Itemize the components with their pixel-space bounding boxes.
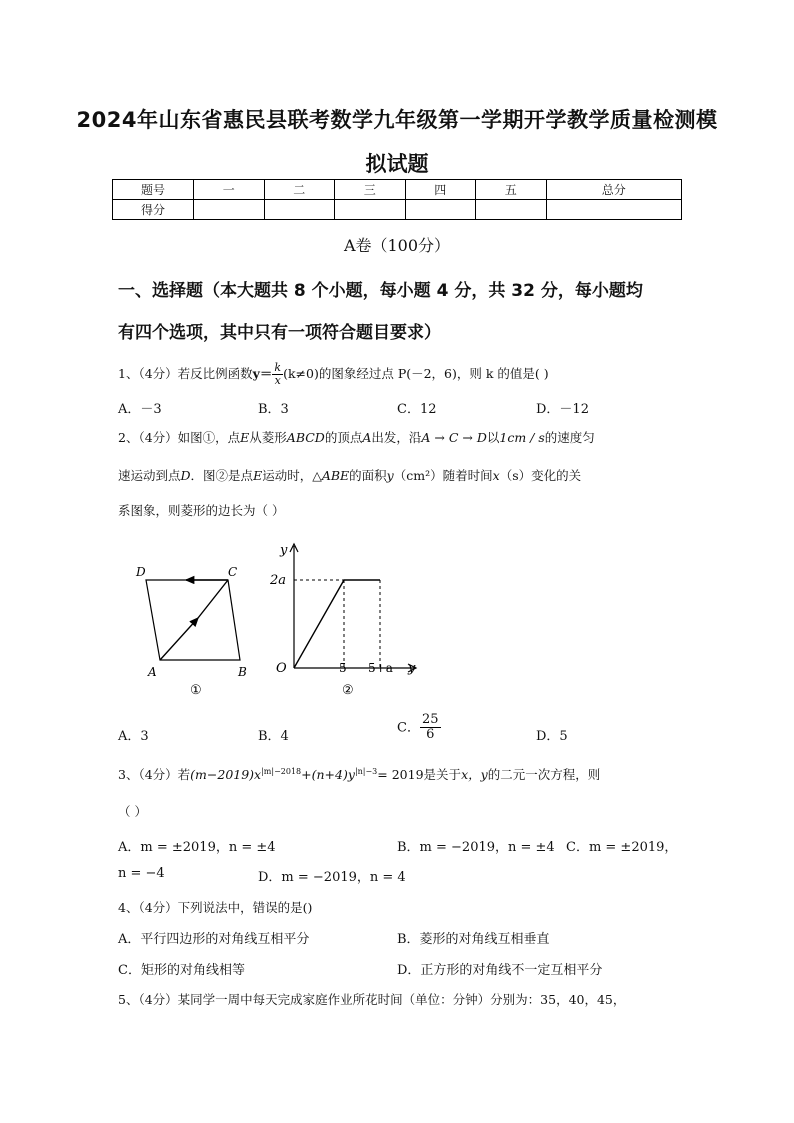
q2-var-e: E [240,430,250,445]
score-row-label: 得分 [113,200,194,220]
q2-option-d[interactable]: D．5 [536,729,568,744]
q3-option-b[interactable]: B．m = −2019，n = ±4 [397,840,555,855]
fraction-denominator: 6 [426,727,435,743]
q2-option-c-prefix: C． [397,720,420,736]
diagonal-ac [198,580,228,618]
q2-unit-x: （s） [499,468,532,483]
q3-option-c-continued[interactable]: n = −4 [118,866,165,881]
q2-speed: 1cm / s [499,430,545,445]
q4-option-a[interactable]: A．平行四边形的对角线互相平分 [118,932,310,947]
q2-text: 的速度匀 [544,430,595,445]
score-entry-cell[interactable] [264,200,335,220]
section1-heading-line2: 有四个选项，其中只有一项符合题目要求） [118,323,441,343]
q2-text: 从菱形 [249,430,287,445]
question-2-stem-line1 [118,428,595,446]
q1-option-d[interactable]: D．－12 [536,402,589,417]
y-tick-2a: 2a [270,573,287,588]
q2-text: ．图②是点 [190,468,254,483]
question-4-stem: 4、（4分）下列说法中，错误的是() [118,900,313,915]
q2-text: 2、（4分）如图①，点 [118,430,241,445]
q1-fraction [272,362,283,387]
q2-var-x: x [492,468,500,483]
vertex-label-b: B [238,665,247,679]
q2-var-d: D [180,468,191,483]
section1-heading-line1: 一、选择题（本大题共 8 个小题，每小题 4 分，共 32 分，每小题均 [118,281,643,301]
score-entry-cell[interactable] [335,200,406,220]
figure-2-caption: ② [342,683,354,698]
q3-expr: +(n+4)y [301,767,355,782]
q3-text: 3、（4分）若 [118,767,191,782]
q2-text: 的面积 [349,468,387,483]
question-5-stem: 5、（4分）某同学一周中每天完成家庭作业所花时间（单位：分钟）分别为：35，40，45， [118,992,626,1007]
q2-figure-1-rhombus [128,560,268,700]
q3-text: 是关于 [423,767,462,782]
figure-1-caption: ① [190,683,202,698]
q1-prefix: 1、（4分）若反比例函数 [118,366,253,382]
q3-text: 的二元一次方程，则 [487,767,601,782]
q1-option-b[interactable]: B．3 [258,402,289,417]
q2-text: 变化的关 [531,468,582,483]
score-header-cell: 总分 [546,180,682,200]
q3-exponent-2: |n|−3 [354,766,378,776]
q1-option-c[interactable]: C．12 [397,402,437,417]
q1-option-a[interactable]: A．－3 [118,402,162,417]
q1-condition: (k≠0)的图象经过点 P(－2，6)，则 k 的值是( ) [283,366,549,382]
x-tick-5: 5 [339,661,347,675]
score-entry-cell[interactable] [546,200,682,220]
q2-text: 的顶点 [324,430,363,445]
q2-option-c[interactable] [397,713,441,743]
score-entry-cell[interactable] [194,200,265,220]
q2-unit-y: （cm²） [393,468,443,483]
score-header-cell: 五 [476,180,547,200]
q3-expr: = 2019 [377,767,424,782]
q1-function-lhs: y＝ [252,366,273,382]
score-table [112,179,682,220]
q2-text: 速运动到点 [118,468,181,483]
path-arrow-a-to-c [160,618,198,660]
q2-var-e: E [253,468,263,483]
q3-vars: x，y [461,767,488,782]
x-tick-5a: 5+a [368,661,393,675]
rhombus-outline [146,580,240,660]
q3-exponent-1: |m|−2018 [261,766,302,776]
question-2-stem-line3: 系图象，则菱形的边长为（ ） [118,503,285,518]
q2-option-a[interactable]: A．3 [118,729,149,744]
score-table-score-row [113,200,682,220]
q2-text: 随着时间 [442,468,493,483]
q2-figure-2-graph [268,538,428,702]
question-2-stem-line2 [118,466,581,484]
q2-triangle: △ABE [312,468,350,483]
q2-text: 以 [486,430,500,445]
score-header-cell: 二 [264,180,335,200]
q2-option-c-fraction [420,713,441,743]
q2-var-abcd: ABCD [286,430,325,445]
score-header-cell: 题号 [113,180,194,200]
q3-option-c[interactable]: C．m = ±2019， [566,840,678,855]
q4-option-b[interactable]: B．菱形的对角线互相垂直 [397,932,550,947]
q3-option-d[interactable]: D．m = −2019，n = 4 [258,870,406,885]
score-entry-cell[interactable] [405,200,476,220]
q2-text: 出发，沿 [371,430,422,445]
q3-expr: (m−2019)x [190,767,262,782]
vertex-label-a: A [148,665,157,679]
score-entry-cell[interactable] [476,200,547,220]
score-header-cell: 三 [335,180,406,200]
score-header-cell: 一 [194,180,265,200]
question-1-stem [118,362,549,387]
q2-var-y: y [386,468,394,483]
q2-var-a: A [362,430,372,445]
exam-title-line1: 2024年山东省惠民县联考数学九年级第一学期开学教学质量检测模 [76,108,718,132]
y-axis-label: y [280,543,288,558]
q1-fraction-denominator: x [274,374,281,388]
q1-fraction-numerator: k [274,361,282,374]
fraction-numerator: 25 [421,712,439,727]
area-curve [294,580,380,668]
question-3-stem-line2: （ ） [118,804,147,819]
vertex-label-c: C [228,565,238,579]
q2-text: 运动时， [262,468,313,483]
origin-label: O [276,661,287,676]
question-3-stem-line1 [118,765,600,783]
score-header-cell: 四 [405,180,476,200]
exam-title-line2: 拟试题 [365,152,429,176]
q2-path: A → C → D [421,430,487,445]
volume-heading: A卷（100分） [343,236,451,255]
q4-option-c[interactable]: C．矩形的对角线相等 [118,963,245,978]
q4-option-d[interactable]: D．正方形的对角线不一定互相平分 [397,963,603,978]
vertex-label-d: D [136,565,146,579]
x-axis-label: y [408,661,416,676]
q2-option-b[interactable]: B．4 [258,729,289,744]
score-table-header-row [113,180,682,200]
q3-option-a[interactable]: A．m = ±2019，n = ±4 [118,840,276,855]
